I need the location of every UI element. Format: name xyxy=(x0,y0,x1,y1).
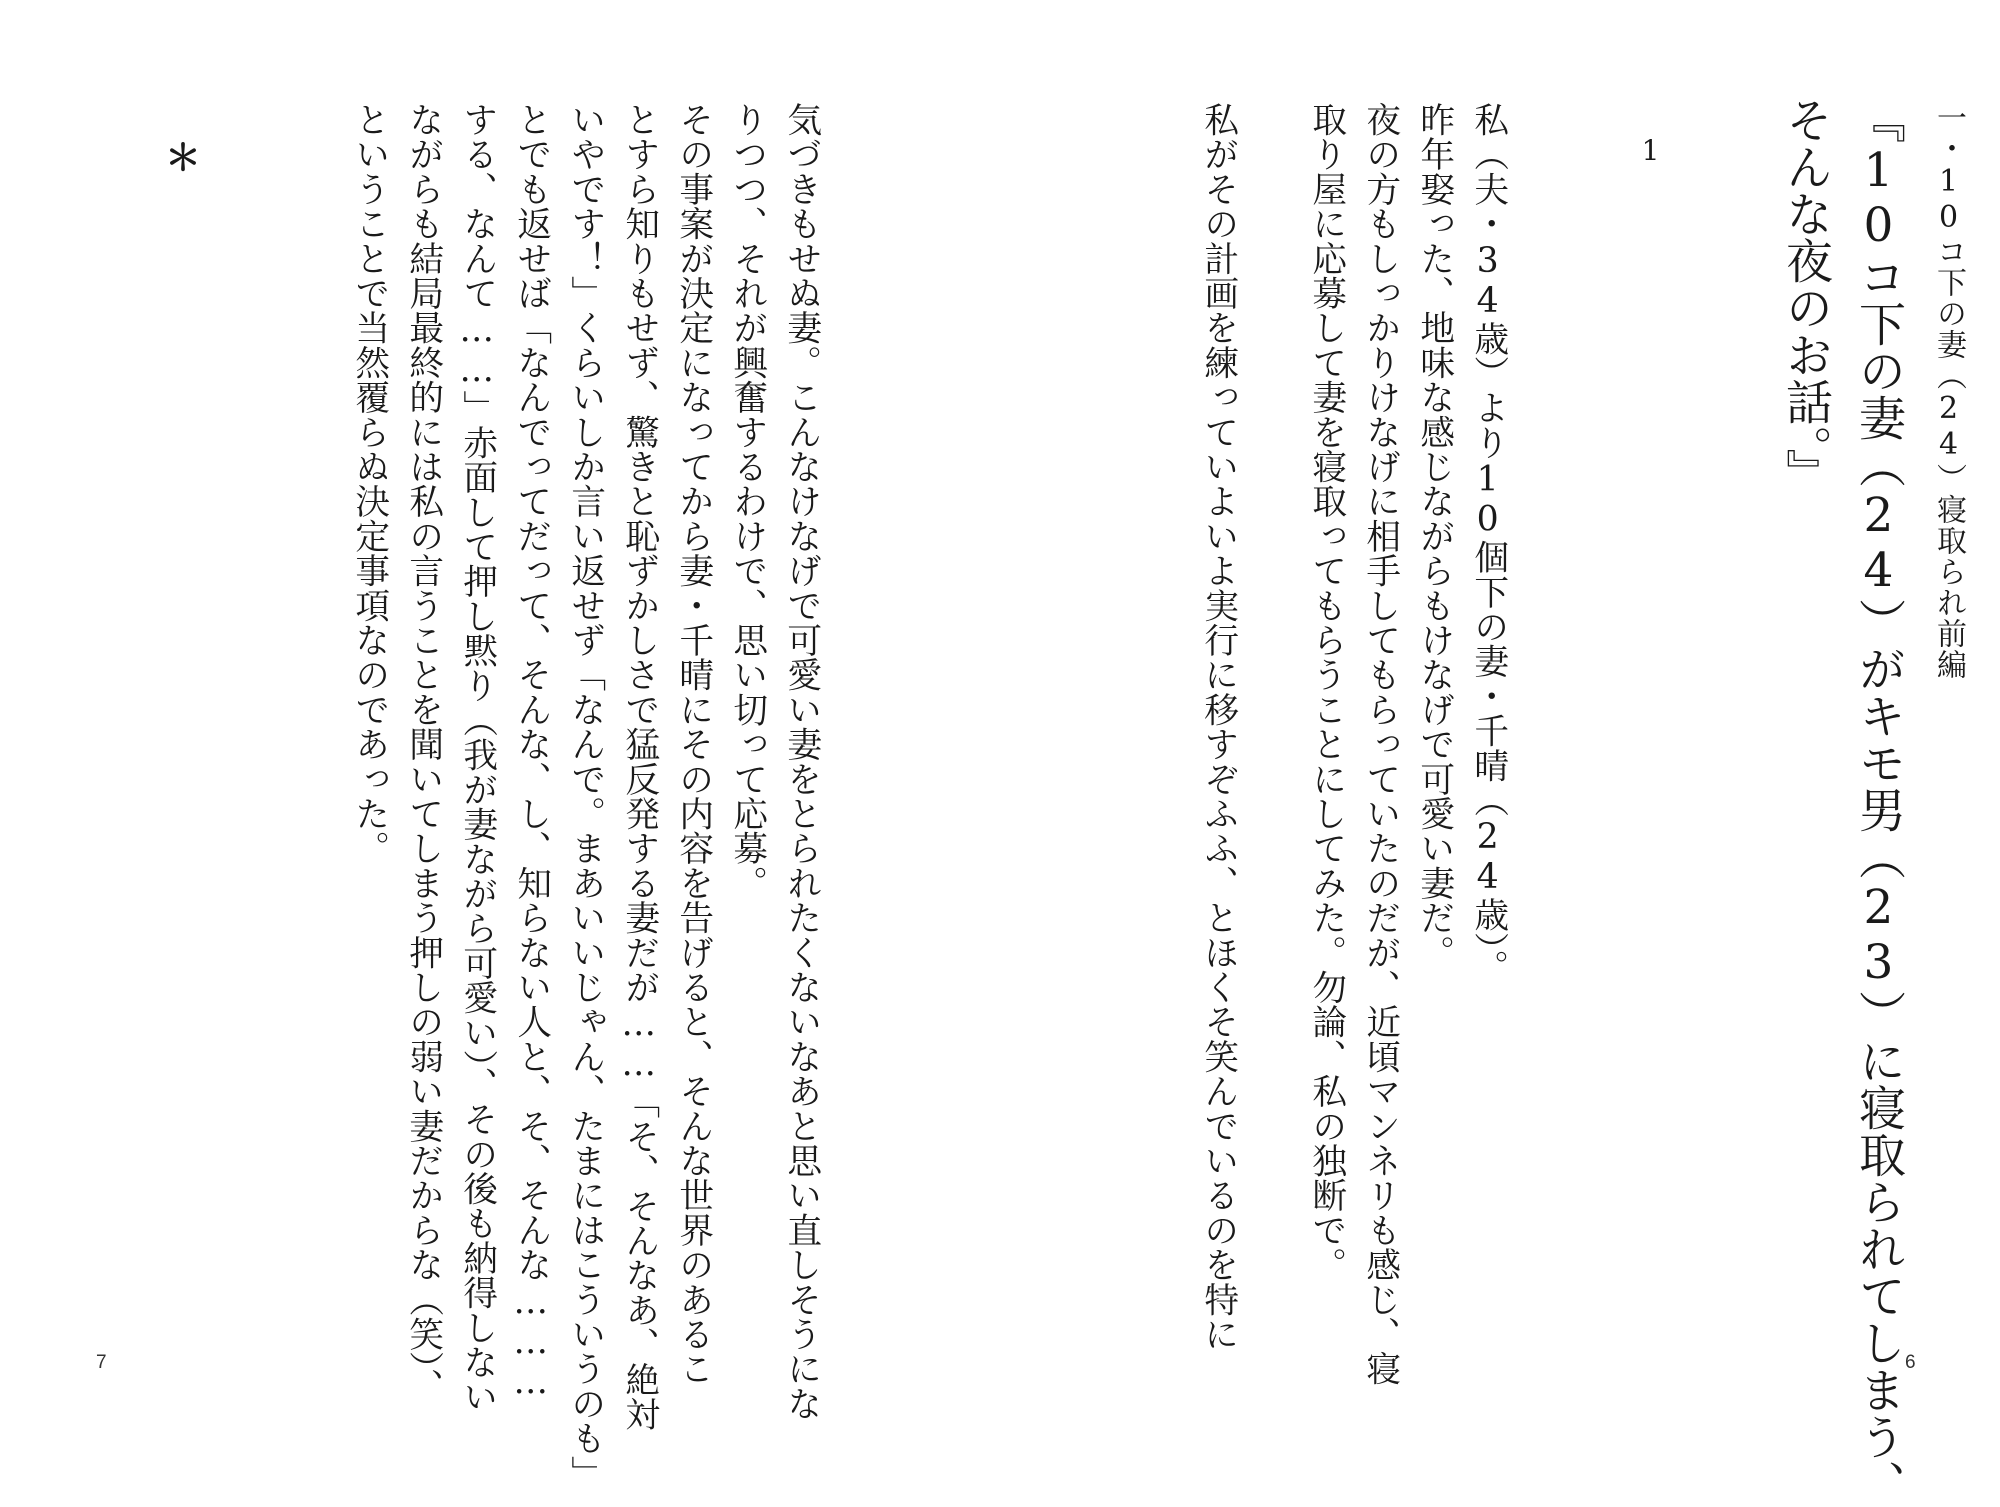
body-line: 昨年娶った、地味な感じながらもけなげで可愛い妻だ。 xyxy=(1413,102,1454,970)
body-line: 夜の方もしっかりけなげに相手してもらっていたのだが、近頃マンネリも感じ、寝 xyxy=(1359,102,1400,1386)
page-number-left: 7 xyxy=(96,1352,107,1373)
body-line: 気づきもせぬ妻。こんなけなげで可愛い妻をとられたくないなあと思い直しそうにな xyxy=(780,102,821,1421)
body-line: とすら知りもせず、驚きと恥ずかしさで猛反発する妻だが……「そ、そんなあ、絶対 xyxy=(618,102,659,1432)
section-number: 1 xyxy=(1634,134,1667,167)
scene-break-asterisk: ＊ xyxy=(165,138,202,179)
page-number-right: 6 xyxy=(1905,1352,1916,1373)
body-line: 取り屋に応募して妻を寝取ってもらうことにしてみた。勿論、私の独断で。 xyxy=(1305,102,1346,1282)
page-left xyxy=(0,0,1000,1490)
body-line: 私がその計画を練っていよいよ実行に移すぞふふ、とほくそ笑んでいるのを特に xyxy=(1197,102,1238,1352)
chapter-heading: 一・10コ下の妻（24）寝取られ前編 xyxy=(1931,102,1966,680)
body-line: ながらも結局最終的には私の言うことを聞いてしまう押しの弱い妻だからな（笑）、 xyxy=(402,102,443,1404)
body-line: ということで当然覆らぬ決定事項なのであった。 xyxy=(348,102,389,866)
body-line: 私（夫・34歳）より10個下の妻・千晴（24歳）。 xyxy=(1467,102,1508,984)
body-line: する、なんて……」赤面して押し黙り（我が妻ながら可愛い）、その後も納得しない xyxy=(456,102,497,1414)
page-right xyxy=(1000,0,2000,1507)
title-line-1: 『10コ下の妻（24）がキモ男（23）に寝取られてしまう、 xyxy=(1851,96,1906,1507)
body-line: りつつ、それが興奮するわけで、思い切って応募。 xyxy=(726,102,767,901)
body-line: とでも返せば「なんでってだって、そんな、し、知らない人と、そ、そんな……… xyxy=(510,102,551,1402)
body-line: その事案が決定になってから妻・千晴にその内容を告げると、そんな世界のあるこ xyxy=(672,102,713,1386)
body-line: いやです！」くらいしか言い返せず「なんで。まあいいじゃん、たまにはこういうのも」 xyxy=(564,102,605,1490)
title-line-2: そんな夜のお話。』 xyxy=(1778,96,1833,496)
